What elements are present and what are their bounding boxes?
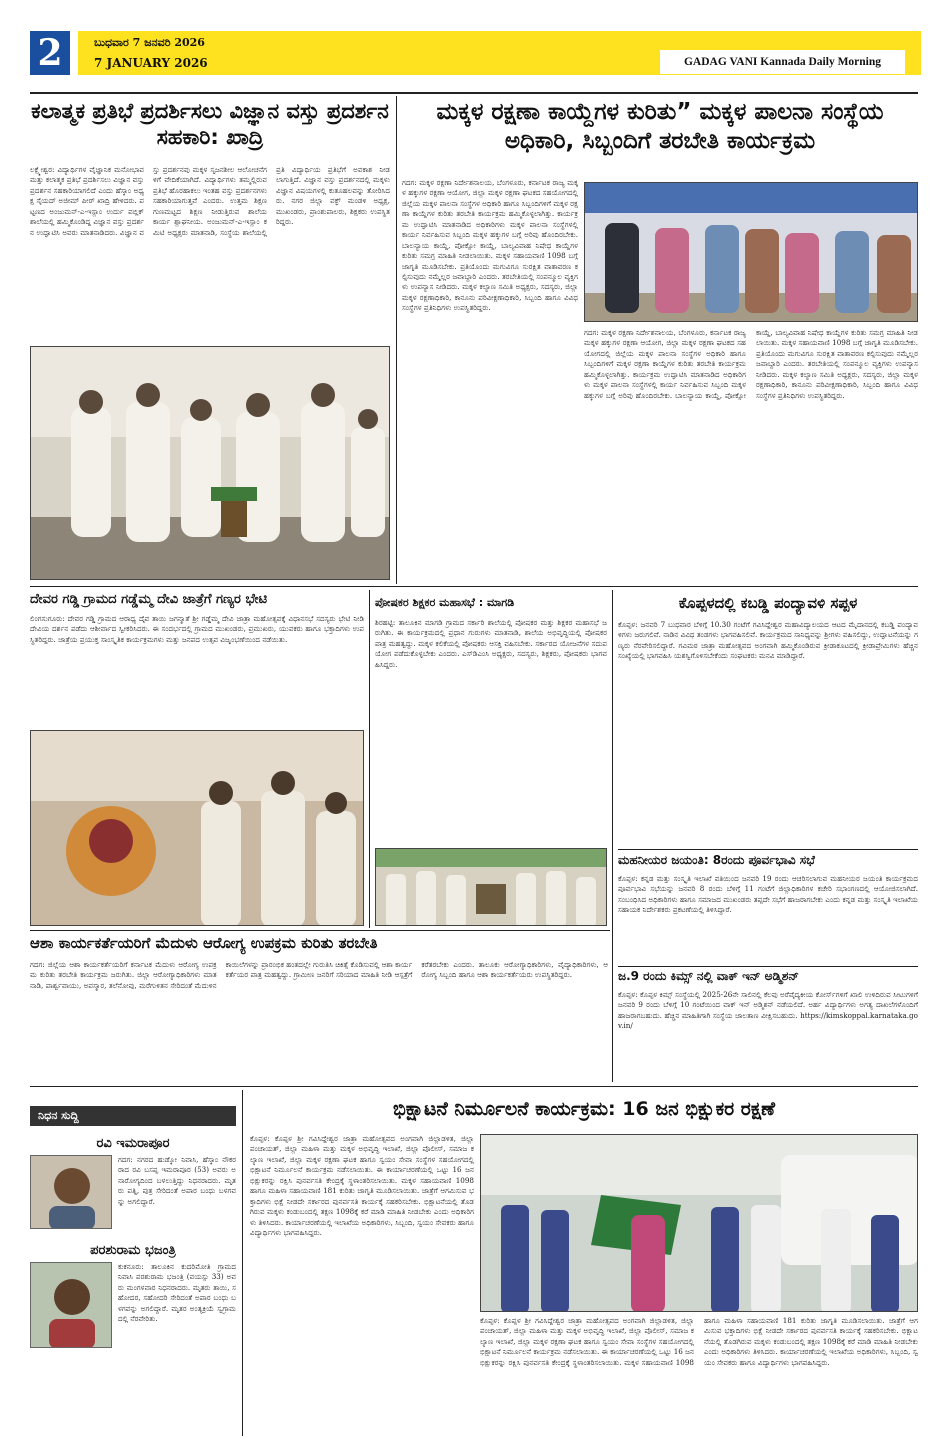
article-9-body: ಕೊಪ್ಪಳ: ಕೊಪ್ಪಳ ಶ್ರೀ ಗವಿಸಿದ್ದೇಶ್ವರ ಜಾತ್ರಾ ಮಹೋತ್ಸವದ ಅಂಗವಾಗಿ ಜಿಲ್ಲಾಡಳಿತ, ಜಿಲ್ಲಾ ಪಂಚಾಯತ್, ಜಿಲ್ಲಾ ಮಹಿಳಾ ಮತ್ತು ಮಕ್ಕಳ ಅಭಿವೃದ್ಧಿ ಇಲಾಖೆ, ಜಿಲ್ಲಾ ಪೊಲೀಸ್, ಸಮಾಜ ಕಲ್ಯಾಣ ಇಲಾಖೆ, ಜಿಲ್ಲಾ ಮಕ್ಕಳ ರಕ್ಷಣಾ ಘಟಕ ಹಾಗೂ ಸ್ವಯಂ ಸೇವಾ ಸಂಸ್ಥೆಗಳ ಸಹಯೋಗದಲ್ಲಿ ಭಿಕ್ಷಾಟನೆ ನಿರ್ಮೂಲನೆ ಕಾರ್ಯಕ್ರಮ ನಡೆಸಲಾಯಿತು. ಈ ಕಾರ್ಯಾಚರಣೆಯಲ್ಲಿ ಒಟ್ಟು 16 ಜನ ಭಿಕ್ಷುಕರನ್ನು ರಕ್ಷಿಸಿ ಪುನರ್ವಸತಿ ಕೇಂದ್ರಕ್ಕೆ ಸ್ಥಳಾಂತರಿಸಲಾಯಿತು. ಮಕ್ಕಳ ಸಹಾಯವಾಣಿ 1098 ಹಾಗೂ ಮಹಿಳಾ ಸಹಾಯವಾಣಿ 181 ಕುರಿತು ಜಾಗೃತಿ ಮೂಡಿಸಲಾಯಿತು. ಜಾತ್ರೆಗೆ ಆಗಮಿಸುವ ಭಕ್ತಾದಿಗಳು ಭಿಕ್ಷೆ ನೀಡದೇ ಸರ್ಕಾರದ ಪುನರ್ವಸತಿ ಕಾರ್ಯಕ್ಕೆ ಸಹಕರಿಸಬೇಕು. ಭಿಕ್ಷಾಟನೆಯಲ್ಲಿ ತೊಡಗಿರುವ ಮಕ್ಕಳು ಕಂಡುಬಂದಲ್ಲಿ ತಕ್ಷಣ 1098ಕ್ಕೆ ಕರೆ ಮಾಡಿ ಮಾಹಿತಿ ನೀಡಬೇಕು ಎಂದು ಅಧಿಕಾರಿಗಳು ತಿಳಿಸಿದರು. ಕಾರ್ಯಾಚರಣೆಯಲ್ಲಿ ಇಲಾಖೆಯ ಅಧಿಕಾರಿಗಳು, ಸಿಬ್ಬಂದಿ, ಸ್ವಯಂ ಸೇವಕರು ಹಾಗೂ ವಿದ್ಯಾರ್ಥಿಗಳು ಭಾಗವಹಿಸಿದ್ದರು. — [250, 1134, 474, 1237]
article-1-body: ಲಕ್ಷ್ಮೇಶ್ವರ: ವಿದ್ಯಾರ್ಥಿಗಳ ವೈಜ್ಞಾನಿಕ ಮನೋಭಾವ ಮತ್ತು ಕಲಾತ್ಮಕ ಪ್ರತಿಭೆ ಪ್ರದರ್ಶಿಸಲು ವಿಜ್ಞಾನ ವಸ್ತು ಪ್ರದರ್ಶನ ಸಹಕಾರಿಯಾಗಲಿದೆ ಎಂದು ಹೆಸ್ಕಾಂ ಅಧ್ಯಕ್ಷ ಸೈಯದ್ ಅಜೀಮ್ ಪೀರ್ ಖಾದ್ರಿ ಹೇಳಿದರು. ಪಟ್ಟಣದ ಅಂಜುಮನ್-ಎ-ಇಸ್ಲಾಂ ಉರ್ದು ಪಬ್ಲಿಕ್ ಶಾಲೆಯಲ್ಲಿ ಹಮ್ಮಿಕೊಂಡಿದ್ದ ವಿಜ್ಞಾನ ವಸ್ತು ಪ್ರದರ್ಶನ ಉದ್ಘಾಟಿಸಿ ಅವರು ಮಾತನಾಡಿದರು. ವಿಜ್ಞಾನ ವಸ್ತು ಪ್ರದರ್ಶನವು ಮಕ್ಕಳ ಸೃಜನಶೀಲ ಆಲೋಚನೆಗಳಿಗೆ ವೇದಿಕೆಯಾಗಿದೆ. ವಿದ್ಯಾರ್ಥಿಗಳು ತಮ್ಮಲ್ಲಿರುವ ಪ್ರತಿಭೆ ಹೊರಹಾಕಲು ಇಂತಹ ವಸ್ತು ಪ್ರದರ್ಶನಗಳು ಸಹಕಾರಿಯಾಗುತ್ತವೆ ಎಂದರು. ಉತ್ತಮ ಶಿಕ್ಷಣ ಗುಣಮಟ್ಟದ ಶಿಕ್ಷಣ ನೀಡುತ್ತಿರುವ ಶಾಲೆಯ ಕಾರ್ಯ ಶ್ಲಾಘನೀಯ. ಅಂಜುಮನ್-ಎ-ಇಸ್ಲಾಂ ಕಮಿಟಿ ಅಧ್ಯಕ್ಷರು ಮಾತನಾಡಿ, ಸಂಸ್ಥೆಯ ಶಾಲೆಯಲ್ಲಿ ಪ್ರತಿ ವಿದ್ಯಾರ್ಥಿಯ ಪ್ರತಿಭೆಗೆ ಅವಕಾಶ ನೀಡಲಾಗುತ್ತಿದೆ. ವಿಜ್ಞಾನ ವಸ್ತು ಪ್ರದರ್ಶನದಲ್ಲಿ ಮಕ್ಕಳು ವಿಜ್ಞಾನ ವಿಷಯಗಳಲ್ಲಿ ಕುತೂಹಲವನ್ನು ತೋರಿಸಿದರು. ನಗರ ಜಿಲ್ಲಾ ವಕ್ಫ್ ಮಂಡಳಿ ಅಧ್ಯಕ್ಷ, ಮುಖಂಡರು, ಪ್ರಾಂಶುಪಾಲರು, ಶಿಕ್ಷಕರು ಉಪಸ್ಥಿತರಿದ್ದರು. — [30, 165, 390, 237]
article-9-body-continued: ಕೊಪ್ಪಳ: ಕೊಪ್ಪಳ ಶ್ರೀ ಗವಿಸಿದ್ದೇಶ್ವರ ಜಾತ್ರಾ ಮಹೋತ್ಸವದ ಅಂಗವಾಗಿ ಜಿಲ್ಲಾಡಳಿತ, ಜಿಲ್ಲಾ ಪಂಚಾಯತ್, ಜಿಲ್ಲಾ ಮಹಿಳಾ ಮತ್ತು ಮಕ್ಕಳ ಅಭಿವೃದ್ಧಿ ಇಲಾಖೆ, ಜಿಲ್ಲಾ ಪೊಲೀಸ್, ಸಮಾಜ ಕಲ್ಯಾಣ ಇಲಾಖೆ, ಜಿಲ್ಲಾ ಮಕ್ಕಳ ರಕ್ಷಣಾ ಘಟಕ ಹಾಗೂ ಸ್ವಯಂ ಸೇವಾ ಸಂಸ್ಥೆಗಳ ಸಹಯೋಗದಲ್ಲಿ ಭಿಕ್ಷಾಟನೆ ನಿರ್ಮೂಲನೆ ಕಾರ್ಯಕ್ರಮ ನಡೆಸಲಾಯಿತು. ಈ ಕಾರ್ಯಾಚರಣೆಯಲ್ಲಿ ಒಟ್ಟು 16 ಜನ ಭಿಕ್ಷುಕರನ್ನು ರಕ್ಷಿಸಿ ಪುನರ್ವಸತಿ ಕೇಂದ್ರಕ್ಕೆ ಸ್ಥಳಾಂತರಿಸಲಾಯಿತು. ಮಕ್ಕಳ ಸಹಾಯವಾಣಿ 1098 ಹಾಗೂ ಮಹಿಳಾ ಸಹಾಯವಾಣಿ 181 ಕುರಿತು ಜಾಗೃತಿ ಮೂಡಿಸಲಾಯಿತು. ಜಾತ್ರೆಗೆ ಆಗಮಿಸುವ ಭಕ್ತಾದಿಗಳು ಭಿಕ್ಷೆ ನೀಡದೇ ಸರ್ಕಾರದ ಪುನರ್ವಸತಿ ಕಾರ್ಯಕ್ಕೆ ಸಹಕರಿಸಬೇಕು. ಭಿಕ್ಷಾಟನೆಯಲ್ಲಿ ತೊಡಗಿರುವ ಮಕ್ಕಳು ಕಂಡುಬಂದಲ್ಲಿ ತಕ್ಷಣ 1098ಕ್ಕೆ ಕರೆ ಮಾಡಿ ಮಾಹಿತಿ ನೀಡಬೇಕು ಎಂದು ಅಧಿಕಾರಿಗಳು ತಿಳಿಸಿದರು. ಕಾರ್ಯಾಚರಣೆಯಲ್ಲಿ ಇಲಾಖೆಯ ಅಧಿಕಾರಿಗಳು, ಸಿಬ್ಬಂದಿ, ಸ್ವಯಂ ಸೇವಕರು ಹಾಗೂ ವಿದ್ಯಾರ್ಥಿಗಳು ಭಾಗವಹಿಸಿದ್ದರು. — [480, 1316, 918, 1367]
article-3-photo — [30, 730, 364, 926]
obituary-name-1: ರವಿ ಇಮರಾಪೂರ — [96, 1136, 170, 1151]
section-rule — [30, 586, 918, 587]
column-divider — [612, 590, 613, 1082]
column-divider — [396, 96, 397, 584]
portrait-photo-icon — [30, 1155, 112, 1229]
article-3-body: ಲಿಂಗಸುಗೂರು: ದೇವರ ಗಡ್ಡಿ ಗ್ರಾಮದ ಆರಾಧ್ಯ ದೈವ ತಾಯಿ ಜಗನ್ಮಾತೆ ಶ್ರೀ ಗಡ್ಡೆಮ್ಮ ದೇವಿ ಜಾತ್ರಾ ಮಹೋತ್ಸವಕ್ಕೆ ವಿಧಾನಸಭೆ ಸದಸ್ಯರು ಭೇಟಿ ನೀಡಿ ದೇವಿಯ ದರ್ಶನ ಪಡೆದು ಆಶೀರ್ವಾದ ಸ್ವೀಕರಿಸಿದರು. ಈ ಸಂದರ್ಭದಲ್ಲಿ ಗ್ರಾಮದ ಮುಖಂಡರು, ಪ್ರಮುಖರು, ಯುವಕರು ಹಾಗೂ ಭಕ್ತಾದಿಗಳು ಉಪಸ್ಥಿತರಿದ್ದರು. ಜಾತ್ರೆಯ ಪ್ರಯುಕ್ತ ಸಾಂಸ್ಕೃತಿಕ ಕಾರ್ಯಕ್ರಮಗಳು ಮತ್ತು ಜನಪದ ಉತ್ಸವ ವಿಜೃಂಭಣೆಯಿಂದ ನಡೆಯಿತು. — [30, 614, 364, 644]
obituary-section — [30, 1106, 236, 1436]
date-kannada: ಬುಧವಾರ 7 ಜನವರಿ 2026 — [94, 36, 205, 49]
article-1-headline-box — [30, 98, 390, 160]
article-9-headline: ಭಿಕ್ಷಾಟನೆ ನಿರ್ಮೂಲನೆ ಕಾರ್ಯಕ್ರಮ: 16 ಜನ ಭಿಕ್ಷುಕರ ರಕ್ಷಣೆ — [393, 1098, 775, 1120]
article-1-photo — [30, 346, 390, 580]
article-7-body: ಕೊಪ್ಪಳ: ಕೊಪ್ಪಳ ಕಿಮ್ಸ್ ಸಂಸ್ಥೆಯಲ್ಲಿ 2025-26ನೇ ಸಾಲಿನಲ್ಲಿ ಕೆಲವು ಅರೆವೈದ್ಯಕೀಯ ಕೋರ್ಸ್‌ಗಳಿಗೆ ಖಾಲಿ ಉಳಿದಿರುವ ಸೀಟುಗಳಿಗೆ ಜನವರಿ 9 ರಂದು ಬೆಳಿಗ್ಗೆ 10 ಗಂಟೆಯಿಂದ ವಾಕ್ ಇನ್ ಅಡ್ಮಿಶನ್ ನಡೆಯಲಿದೆ. ಅರ್ಹ ವಿದ್ಯಾರ್ಥಿಗಳು ಅಗತ್ಯ ದಾಖಲೆಗಳೊಂದಿಗೆ ಹಾಜರಾಗಬಹುದು. ಹೆಚ್ಚಿನ ಮಾಹಿತಿಗಾಗಿ ಸಂಸ್ಥೆಯ ಜಾಲತಾಣ ವೀಕ್ಷಿಸಬಹುದು. https://kimskoppal.karnataka.gov.in/ — [618, 990, 918, 1031]
article-3-headline-box — [30, 592, 364, 612]
obituary-text-1: ಗದಗ: ನಗರದ ಹುಡ್ಕೋ ನಿವಾಸಿ, ಹೆಸ್ಕಾಂ ನೌಕರರಾದ ರವಿ ಬಸಪ್ಪ ಇಮರಾಪೂರ (53) ಅವರು ಅನಾರೋಗ್ಯದಿಂದ ಬಳಲುತ್ತಿದ್ದು ನಿಧನರಾದರು. ಮೃತರು ಪತ್ನಿ, ಪುತ್ರ ಸೇರಿದಂತೆ ಅಪಾರ ಬಂಧು ಬಳಗವನ್ನು ಅಗಲಿದ್ದಾರೆ. — [118, 1155, 236, 1206]
page-number: 2 — [30, 31, 70, 75]
article-4-body: ಶಿರಹಟ್ಟಿ: ತಾಲೂಕಿನ ಮಾಗಡಿ ಗ್ರಾಮದ ಸರ್ಕಾರಿ ಶಾಲೆಯಲ್ಲಿ ಪೋಷಕರ ಮತ್ತು ಶಿಕ್ಷಕರ ಮಹಾಸಭೆ ಜರುಗಿತು. ಈ ಕಾರ್ಯಕ್ರಮದಲ್ಲಿ ಪ್ರಧಾನ ಗುರುಗಳು ಮಾತನಾಡಿ, ಶಾಲೆಯ ಅಭಿವೃದ್ಧಿಯಲ್ಲಿ ಪೋಷಕರ ಪಾತ್ರ ಮಹತ್ವದ್ದು. ಮಕ್ಕಳ ಕಲಿಕೆಯಲ್ಲಿ ಪೋಷಕರು ಆಸಕ್ತಿ ವಹಿಸಬೇಕು. ಸರ್ಕಾರದ ಯೋಜನೆಗಳ ಸದುಪಯೋಗ ಪಡೆದುಕೊಳ್ಳಬೇಕು ಎಂದರು. ಎಸ್‌ಡಿಎಂಸಿ ಅಧ್ಯಕ್ಷರು, ಸದಸ್ಯರು, ಶಿಕ್ಷಕರು, ಪೋಷಕರು ಭಾಗವಹಿಸಿದ್ದರು. — [375, 618, 607, 669]
column-divider — [242, 1090, 243, 1436]
paper-name: GADAG VANI Kannada Daily Morning — [660, 50, 905, 74]
section-rule — [618, 849, 918, 850]
article-9-photo — [480, 1134, 918, 1312]
masthead — [0, 0, 945, 86]
article-4-headline: ಪೋಷಕರ ಶಿಕ್ಷಕರ ಮಹಾಸಭೆ : ಮಾಗಡಿ — [375, 596, 515, 609]
article-5-headline: ಕೊಪ್ಪಳದಲ್ಲಿ ಕಬಡ್ಡಿ ಪಂದ್ಯಾವಳಿ ಸಪ್ಪಳ — [678, 594, 858, 612]
article-8-headline: ಆಶಾ ಕಾರ್ಯಕರ್ತೆಯರಿಗೆ ಮೆದುಳು ಆರೋಗ್ಯ ಉಪಕ್ರಮ ಕುರಿತು ತರಬೇತಿ — [30, 934, 378, 952]
obituary-text-2: ಕುಕನೂರು: ತಾಲೂಕಿನ ಕುದರಿಮೋತಿ ಗ್ರಾಮದ ನಿವಾಸಿ ಪರಶುರಾಮ ಭಜಂತ್ರಿ (ವಯಸ್ಸು 33) ಅವರು ಮಂಗಳವಾರ ನಿಧನರಾದರು. ಮೃತರು ತಾಯಿ, ಸಹೋದರ, ಸಹೋದರಿ ಸೇರಿದಂತೆ ಅಪಾರ ಬಂಧು ಬಳಗವನ್ನು ಅಗಲಿದ್ದಾರೆ. ಮೃತರ ಅಂತ್ಯಕ್ರಿಯೆ ಸ್ವಗ್ರಾಮದಲ್ಲಿ ನೆರವೇರಿತು. — [118, 1262, 236, 1324]
article-7-headline-box — [618, 969, 918, 989]
article-2-body: ಗದಗ: ಮಕ್ಕಳ ರಕ್ಷಣಾ ನಿರ್ದೇಶನಾಲಯ, ಬೆಂಗಳೂರು, ಕರ್ನಾಟಕ ರಾಜ್ಯ ಮಕ್ಕಳ ಹಕ್ಕುಗಳ ರಕ್ಷಣಾ ಆಯೋಗ, ಜಿಲ್ಲಾ ಮಕ್ಕಳ ರಕ್ಷಣಾ ಘಟಕದ ಸಹಯೋಗದಲ್ಲಿ ಜಿಲ್ಲೆಯ ಮಕ್ಕಳ ಪಾಲನಾ ಸಂಸ್ಥೆಗಳ ಅಧಿಕಾರಿ ಹಾಗೂ ಸಿಬ್ಬಂದಿಗಳಿಗೆ ಮಕ್ಕಳ ರಕ್ಷಣಾ ಕಾಯ್ದೆಗಳ ಕುರಿತು ತರಬೇತಿ ಕಾರ್ಯಕ್ರಮ ಹಮ್ಮಿಕೊಳ್ಳಲಾಗಿತ್ತು. ಕಾರ್ಯಕ್ರಮ ಉದ್ಘಾಟಿಸಿ ಮಾತನಾಡಿದ ಅಧಿಕಾರಿಗಳು ಮಕ್ಕಳ ಪಾಲನಾ ಸಂಸ್ಥೆಗಳಲ್ಲಿ ಕಾರ್ಯ ನಿರ್ವಹಿಸುವ ಸಿಬ್ಬಂದಿ ಮಕ್ಕಳ ಹಕ್ಕುಗಳ ಬಗ್ಗೆ ಅರಿವು ಹೊಂದಿರಬೇಕು. ಬಾಲನ್ಯಾಯ ಕಾಯ್ದೆ, ಪೋಕ್ಸೋ ಕಾಯ್ದೆ, ಬಾಲ್ಯವಿವಾಹ ನಿಷೇಧ ಕಾಯ್ದೆಗಳ ಕುರಿತು ಸಮಗ್ರ ಮಾಹಿತಿ ನೀಡಲಾಯಿತು. ಮಕ್ಕಳ ಸಹಾಯವಾಣಿ 1098 ಬಗ್ಗೆ ಜಾಗೃತಿ ಮೂಡಿಸಬೇಕು. ಪ್ರತಿಯೊಂದು ಮಗುವಿಗೂ ಸುರಕ್ಷಿತ ವಾತಾವರಣ ಕಲ್ಪಿಸುವುದು ನಮ್ಮೆಲ್ಲರ ಜವಾಬ್ದಾರಿ ಎಂದರು. ತರಬೇತಿಯಲ್ಲಿ ಸಂಪನ್ಮೂಲ ವ್ಯಕ್ತಿಗಳು ಉಪನ್ಯಾಸ ನೀಡಿದರು. ಮಕ್ಕಳ ಕಲ್ಯಾಣ ಸಮಿತಿ ಅಧ್ಯಕ್ಷರು, ಸದಸ್ಯರು, ಜಿಲ್ಲಾ ಮಕ್ಕಳ ರಕ್ಷಣಾಧಿಕಾರಿ, ಕಾನೂನು ಪರಿವೀಕ್ಷಣಾಧಿಕಾರಿ, ಸಿಬ್ಬಂದಿ ಹಾಗೂ ವಿವಿಧ ಸಂಸ್ಥೆಗಳ ಪ್ರತಿನಿಧಿಗಳು ಉಪಸ್ಥಿತರಿದ್ದರು. — [402, 178, 578, 313]
article-5-body: ಕೊಪ್ಪಳ: ಜನವರಿ 7 ಬುಧವಾರ ಬೆಳಿಗ್ಗೆ 10.30 ಗಂಟೆಗೆ ಗವಿಸಿದ್ದೇಶ್ವರ ಮಹಾವಿದ್ಯಾಲಯದ ಆಟದ ಮೈದಾನದಲ್ಲಿ ಕಬಡ್ಡಿ ಪಂದ್ಯಾವಳಿಗಳು ಜರುಗಲಿವೆ. ನಾಡಿನ ವಿವಿಧ ತಂಡಗಳು ಭಾಗವಹಿಸಲಿವೆ. ಕಾರ್ಯಕ್ರಮದ ಸಾನಿಧ್ಯವನ್ನು ಶ್ರೀಗಳು ವಹಿಸಲಿದ್ದು, ಉದ್ಘಾಟನೆಯನ್ನು ಗಣ್ಯರು ನೆರವೇರಿಸಲಿದ್ದಾರೆ. ಗವಿಮಠ ಜಾತ್ರಾ ಮಹೋತ್ಸವದ ಅಂಗವಾಗಿ ಹಮ್ಮಿಕೊಂಡಿರುವ ಕ್ರೀಡಾಕೂಟದಲ್ಲಿ ಕ್ರೀಡಾಪ್ರೇಮಿಗಳು ಹೆಚ್ಚಿನ ಸಂಖ್ಯೆಯಲ್ಲಿ ಭಾಗವಹಿಸಿ ಯಶಸ್ವಿಗೊಳಿಸಬೇಕೆಂದು ಸಂಘಟಕರು ಮನವಿ ಮಾಡಿದ್ದಾರೆ. — [618, 620, 918, 661]
ceremony-photo-icon — [31, 347, 390, 580]
article-4-headline-box — [375, 596, 607, 616]
flag-off-photo-icon — [481, 1135, 918, 1312]
date-english: 7 JANUARY 2026 — [94, 56, 208, 70]
section-rule — [618, 966, 918, 967]
article-4-photo — [375, 848, 607, 926]
obituary-name-2: ಪರಶುರಾಮ ಭಜಂತ್ರಿ — [90, 1243, 176, 1258]
article-7-headline: ಜ.9 ರಂದು ಕಿಮ್ಸ್ ನಲ್ಲಿ ವಾಕ್ ಇನ್ ಅಡ್ಮಿಶನ್ — [618, 969, 799, 983]
temple-visit-photo-icon — [31, 731, 364, 926]
column-divider — [369, 590, 370, 928]
portrait-photo-icon — [30, 1262, 112, 1348]
article-8-headline-box — [30, 934, 608, 958]
training-photo-icon — [585, 183, 918, 322]
meeting-photo-icon — [376, 849, 607, 926]
article-1-headline: ಕಲಾತ್ಮಕ ಪ್ರತಿಭೆ ಪ್ರದರ್ಶಿಸಲು ವಿಜ್ಞಾನ ವಸ್ತು ಪ್ರದರ್ಶನ ಸಹಕಾರಿ: ಖಾದ್ರಿ — [31, 99, 389, 150]
article-9-headline-box — [250, 1098, 918, 1130]
article-3-headline: ದೇವರ ಗಡ್ಡಿ ಗ್ರಾಮದ ಗಡ್ಡೆಮ್ಮ ದೇವಿ ಜಾತ್ರೆಗೆ ಗಣ್ಯರ ಭೇಟಿ — [30, 592, 268, 607]
section-rule — [30, 1086, 918, 1087]
article-2-headline: ಮಕ್ಕಳ ರಕ್ಷಣಾ ಕಾಯ್ದೆಗಳ ಕುರಿತು” ಮಕ್ಕಳ ಪಾಲನಾ ಸಂಸ್ಥೆಯ ಅಧಿಕಾರಿ, ಸಿಬ್ಬಂದಿಗೆ ತರಬೇತಿ ಕಾರ್ಯಕ್ರಮ — [436, 99, 884, 154]
article-6-body: ಕೊಪ್ಪಳ: ಕನ್ನಡ ಮತ್ತು ಸಂಸ್ಕೃತಿ ಇಲಾಖೆ ವತಿಯಿಂದ ಜನವರಿ 19 ರಂದು ಆಚರಿಸಲಾಗುವ ಮಹನೀಯರ ಜಯಂತಿ ಕಾರ್ಯಕ್ರಮದ ಪೂರ್ವಭಾವಿ ಸಭೆಯನ್ನು ಜನವರಿ 8 ರಂದು ಬೆಳಿಗ್ಗೆ 11 ಗಂಟೆಗೆ ಜಿಲ್ಲಾಧಿಕಾರಿಗಳ ಕಚೇರಿ ಸಭಾಂಗಣದಲ್ಲಿ ಆಯೋಜಿಸಲಾಗಿದೆ. ಸಂಬಂಧಿಸಿದ ಅಧಿಕಾರಿಗಳು ಹಾಗೂ ಸಮಾಜದ ಮುಖಂಡರು ತಪ್ಪದೇ ಸಭೆಗೆ ಹಾಜರಾಗಬೇಕು ಎಂದು ಕನ್ನಡ ಮತ್ತು ಸಂಸ್ಕೃತಿ ಇಲಾಖೆಯ ಸಹಾಯಕ ನಿರ್ದೇಶಕರು ಪ್ರಕಟಣೆಯಲ್ಲಿ ತಿಳಿಸಿದ್ದಾರೆ. — [618, 874, 918, 915]
top-rule — [30, 92, 918, 94]
article-2-body-continued: ಗದಗ: ಮಕ್ಕಳ ರಕ್ಷಣಾ ನಿರ್ದೇಶನಾಲಯ, ಬೆಂಗಳೂರು, ಕರ್ನಾಟಕ ರಾಜ್ಯ ಮಕ್ಕಳ ಹಕ್ಕುಗಳ ರಕ್ಷಣಾ ಆಯೋಗ, ಜಿಲ್ಲಾ ಮಕ್ಕಳ ರಕ್ಷಣಾ ಘಟಕದ ಸಹಯೋಗದಲ್ಲಿ ಜಿಲ್ಲೆಯ ಮಕ್ಕಳ ಪಾಲನಾ ಸಂಸ್ಥೆಗಳ ಅಧಿಕಾರಿ ಹಾಗೂ ಸಿಬ್ಬಂದಿಗಳಿಗೆ ಮಕ್ಕಳ ರಕ್ಷಣಾ ಕಾಯ್ದೆಗಳ ಕುರಿತು ತರಬೇತಿ ಕಾರ್ಯಕ್ರಮ ಹಮ್ಮಿಕೊಳ್ಳಲಾಗಿತ್ತು. ಕಾರ್ಯಕ್ರಮ ಉದ್ಘಾಟಿಸಿ ಮಾತನಾಡಿದ ಅಧಿಕಾರಿಗಳು ಮಕ್ಕಳ ಪಾಲನಾ ಸಂಸ್ಥೆಗಳಲ್ಲಿ ಕಾರ್ಯ ನಿರ್ವಹಿಸುವ ಸಿಬ್ಬಂದಿ ಮಕ್ಕಳ ಹಕ್ಕುಗಳ ಬಗ್ಗೆ ಅರಿವು ಹೊಂದಿರಬೇಕು. ಬಾಲನ್ಯಾಯ ಕಾಯ್ದೆ, ಪೋಕ್ಸೋ ಕಾಯ್ದೆ, ಬಾಲ್ಯವಿವಾಹ ನಿಷೇಧ ಕಾಯ್ದೆಗಳ ಕುರಿತು ಸಮಗ್ರ ಮಾಹಿತಿ ನೀಡಲಾಯಿತು. ಮಕ್ಕಳ ಸಹಾಯವಾಣಿ 1098 ಬಗ್ಗೆ ಜಾಗೃತಿ ಮೂಡಿಸಬೇಕು. ಪ್ರತಿಯೊಂದು ಮಗುವಿಗೂ ಸುರಕ್ಷಿತ ವಾತಾವರಣ ಕಲ್ಪಿಸುವುದು ನಮ್ಮೆಲ್ಲರ ಜವಾಬ್ದಾರಿ ಎಂದರು. ತರಬೇತಿಯಲ್ಲಿ ಸಂಪನ್ಮೂಲ ವ್ಯಕ್ತಿಗಳು ಉಪನ್ಯಾಸ ನೀಡಿದರು. ಮಕ್ಕಳ ಕಲ್ಯಾಣ ಸಮಿತಿ ಅಧ್ಯಕ್ಷರು, ಸದಸ್ಯರು, ಜಿಲ್ಲಾ ಮಕ್ಕಳ ರಕ್ಷಣಾಧಿಕಾರಿ, ಕಾನೂನು ಪರಿವೀಕ್ಷಣಾಧಿಕಾರಿ, ಸಿಬ್ಬಂದಿ ಹಾಗೂ ವಿವಿಧ ಸಂಸ್ಥೆಗಳ ಪ್ರತಿನಿಧಿಗಳು ಉಪಸ್ಥಿತರಿದ್ದರು. — [584, 328, 918, 400]
article-6-headline: ಮಹನೀಯರ ಜಯಂತಿ: 8ರಂದು ಪೂರ್ವಭಾವಿ ಸಭೆ — [618, 853, 815, 867]
article-8-body: ಗದಗ: ಜಿಲ್ಲೆಯ ಆಶಾ ಕಾರ್ಯಕರ್ತೆಯರಿಗೆ ಕರ್ನಾಟಕ ಮೆದುಳು ಆರೋಗ್ಯ ಉಪಕ್ರಮ ಕುರಿತು ತರಬೇತಿ ಕಾರ್ಯಕ್ರಮ ಜರುಗಿತು. ಜಿಲ್ಲಾ ಆರೋಗ್ಯಾಧಿಕಾರಿಗಳು ಮಾತನಾಡಿ, ಪಾರ್ಶ್ವವಾಯು, ಅಪಸ್ಮಾರ, ತಲೆನೋವು, ಮರೆಗುಳಿತನ ಸೇರಿದಂತೆ ಮೆದುಳಿನ ಕಾಯಿಲೆಗಳನ್ನು ಪ್ರಾರಂಭಿಕ ಹಂತದಲ್ಲೇ ಗುರುತಿಸಿ ಚಿಕಿತ್ಸೆ ಕೊಡಿಸುವಲ್ಲಿ ಆಶಾ ಕಾರ್ಯಕರ್ತೆಯರ ಪಾತ್ರ ಮಹತ್ವದ್ದು. ಗ್ರಾಮೀಣ ಜನರಿಗೆ ಸರಿಯಾದ ಮಾಹಿತಿ ನೀಡಿ ಆಸ್ಪತ್ರೆಗೆ ಕರೆತರಬೇಕು ಎಂದರು. ತಾಲೂಕು ಆರೋಗ್ಯಾಧಿಕಾರಿಗಳು, ವೈದ್ಯಾಧಿಕಾರಿಗಳು, ಆರೋಗ್ಯ ಸಿಬ್ಬಂದಿ ಹಾಗೂ ಆಶಾ ಕಾರ್ಯಕರ್ತೆಯರು ಉಪಸ್ಥಿತರಿದ್ದರು. — [30, 960, 608, 990]
article-2-headline-box — [402, 98, 918, 174]
article-6-headline-box — [618, 853, 918, 873]
section-rule — [30, 930, 610, 931]
article-5-headline-box — [618, 594, 918, 618]
article-2-photo — [584, 182, 918, 322]
obituary-title: ನಿಧನ ಸುದ್ದಿ — [30, 1106, 236, 1126]
